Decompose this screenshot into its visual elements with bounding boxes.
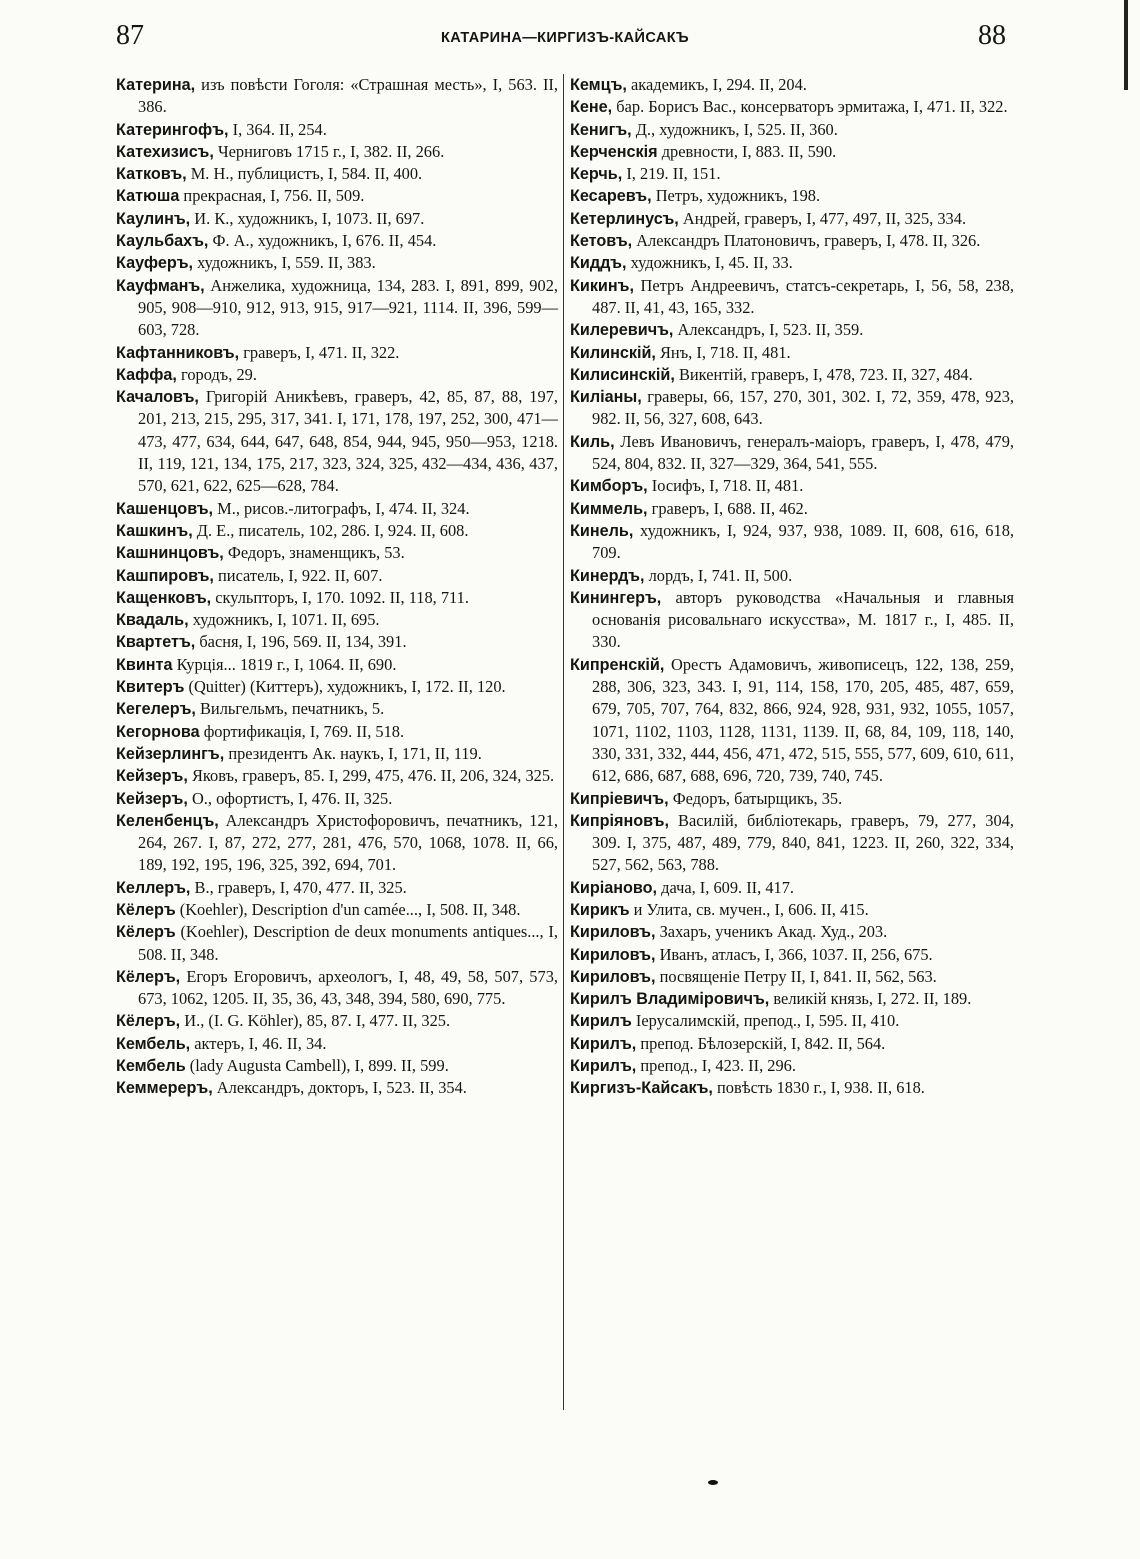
- index-entry: [570, 788, 1014, 810]
- entry-headword: Кегорнова: [116, 722, 200, 741]
- entry-headword: Кинердъ,: [570, 566, 645, 585]
- index-entry: [116, 163, 558, 185]
- index-entry: [570, 74, 1014, 96]
- entry-references: Янъ, I, 718. II, 481.: [655, 342, 791, 362]
- entry-headword: Кёлеръ,: [116, 1012, 181, 1031]
- entry-references: Андрей, граверъ, I, 477, 497, II, 325, 334.: [678, 208, 967, 228]
- entry-references: и Улита, св. мучен., I, 606. II, 415.: [629, 899, 869, 919]
- index-entry: [116, 810, 558, 877]
- entry-headword: Керченскія: [570, 142, 658, 161]
- entry-headword: Кинель,: [570, 521, 634, 540]
- index-entry: [570, 520, 1014, 565]
- entry-headword: Квинта: [116, 655, 173, 674]
- index-entry: [570, 1055, 1014, 1077]
- entry-headword: Кембель: [116, 1057, 186, 1076]
- entry-headword: Каульбахъ,: [116, 232, 209, 251]
- entry-references: Василій, библіотекарь, граверъ, 79, 277, 304, 309. I, 375, 487, 489, 779, 840, 841, 1223. II, 260, 322, 334, 527, 562, 563, 788.: [592, 810, 1014, 875]
- index-entry: [116, 386, 558, 497]
- entry-headword: Кирилъ,: [570, 1057, 637, 1076]
- print-mark: [708, 1480, 718, 1485]
- index-entry: [116, 230, 558, 252]
- entry-references: Вильгельмъ, печатникъ, 5.: [195, 699, 385, 719]
- entry-headword: Керчь,: [570, 165, 623, 184]
- entry-headword: Килинскій,: [570, 343, 656, 362]
- index-entry: [116, 565, 558, 587]
- index-entry: [116, 342, 558, 364]
- entry-references: Курція... 1819 г., I, 1064. II, 690.: [172, 654, 397, 674]
- index-entry: [570, 877, 1014, 899]
- entry-references: Д. Е., писатель, 102, 286. I, 924. II, 608.: [192, 520, 469, 540]
- entry-headword: Кашенцовъ,: [116, 499, 214, 518]
- index-entry: [570, 565, 1014, 587]
- entry-headword: Кейзерлингъ,: [116, 744, 225, 763]
- index-entry: [570, 1010, 1014, 1032]
- entry-references: прекрасная, I, 756. II, 509.: [179, 186, 365, 206]
- entry-headword: Каулинъ,: [116, 209, 191, 228]
- index-entry: [116, 631, 558, 653]
- entry-references: городъ, 29.: [176, 364, 257, 384]
- entry-references: фортификація, I, 769. II, 518.: [199, 721, 405, 741]
- entry-headword: Квартетъ,: [116, 633, 196, 652]
- entry-headword: Кирилъ: [570, 1012, 632, 1031]
- index-entry: [570, 386, 1014, 431]
- index-entry: [570, 475, 1014, 497]
- index-entry: [116, 698, 558, 720]
- entry-headword: Кеммереръ,: [116, 1079, 213, 1098]
- entry-headword: Квитеръ: [116, 678, 185, 697]
- entry-references: (lady Augusta Cambell), I, 899. II, 599.: [185, 1056, 449, 1076]
- index-entry: [116, 364, 558, 386]
- index-entry: [116, 1033, 558, 1055]
- index-entry: [570, 208, 1014, 230]
- index-entry: [570, 96, 1014, 118]
- index-entry: [570, 119, 1014, 141]
- entry-headword: Кемцъ,: [570, 76, 627, 94]
- index-entry: [116, 721, 558, 743]
- index-entry: [116, 587, 558, 609]
- index-entry: [570, 1077, 1014, 1099]
- entry-headword: Кипріяновъ,: [570, 811, 669, 830]
- index-entry: [116, 141, 558, 163]
- entry-references: художникъ, I, 559. II, 383.: [193, 253, 376, 273]
- entry-headword: Кирилъ,: [570, 1034, 637, 1053]
- index-entry: [570, 342, 1014, 364]
- entry-references: Петръ Андреевичъ, статсъ-секретарь, I, 56, 58, 238, 487. II, 41, 43, 165, 332.: [592, 275, 1014, 317]
- index-entry: [116, 275, 558, 342]
- entry-headword: Киммель,: [570, 499, 648, 518]
- entry-headword: Кириловъ,: [570, 923, 656, 942]
- entry-references: граверъ, I, 688. II, 462.: [647, 498, 808, 518]
- entry-headword: Кириловъ,: [570, 967, 656, 986]
- entry-references: I, 364. II, 254.: [228, 119, 327, 139]
- index-entry: [570, 1033, 1014, 1055]
- entry-references: Іосифъ, I, 718. II, 481.: [647, 476, 804, 496]
- entry-references: Григорій Аникѣевъ, граверъ, 42, 85, 87, 88, 197, 201, 213, 215, 295, 317, 341. I, 171, 178, 197, 252, 300, 471—473, 477, 634, 644, 647, 648, 854, 944, 945, 950—953, 1218. II, 119, 121, 134, 175, 217, 323, 324, 325, 432—434, 436, 437, 570, 621, 622, 625—628, 784.: [138, 387, 558, 496]
- index-entry: [116, 1077, 558, 1099]
- entry-headword: Кёлеръ,: [116, 967, 181, 986]
- running-title: КАТАРИНА—КИРГИЗЪ-КАЙСАКЪ: [440, 30, 690, 46]
- index-entry: [570, 275, 1014, 320]
- entry-references: академикъ, I, 294. II, 204.: [626, 75, 807, 94]
- entry-headword: Кетерлинусъ,: [570, 209, 679, 228]
- entry-references: художникъ, I, 45. II, 33.: [626, 253, 793, 273]
- index-entry: [570, 498, 1014, 520]
- entry-references: великій князь, I, 272. II, 189.: [769, 989, 972, 1009]
- page-number-right: 88: [978, 20, 1006, 51]
- entry-headword: Кириловъ,: [570, 945, 656, 964]
- entry-headword: Киль,: [570, 432, 615, 451]
- entry-references: М. Н., публицистъ, I, 584. II, 400.: [186, 164, 423, 184]
- entry-headword: Кикинъ,: [570, 276, 634, 295]
- entry-headword: Киріаново,: [570, 878, 658, 897]
- index-entry: [116, 921, 558, 966]
- entry-references: Черниговъ 1715 г., I, 382. II, 266.: [213, 141, 445, 161]
- entry-headword: Кашпировъ,: [116, 566, 214, 585]
- entry-headword: Келенбенцъ,: [116, 811, 219, 830]
- entry-headword: Кипріевичъ,: [570, 789, 669, 808]
- entry-references: В., граверъ, I, 470, 477. II, 325.: [190, 877, 407, 897]
- entry-references: авторъ руководства «Начальныя и главныя основанія рисовальнаго искусства», М. 1817 г., I, 485. II, 330.: [592, 587, 1014, 652]
- index-entry: [116, 542, 558, 564]
- entry-headword: Келлеръ,: [116, 878, 191, 897]
- entry-references: Іерусалимскій, препод., I, 595. II, 410.: [631, 1011, 900, 1031]
- entry-references: Александръ, I, 523. II, 359.: [673, 320, 864, 340]
- index-entry: [116, 899, 558, 921]
- entry-headword: Киргизъ-Кайсакъ,: [570, 1079, 713, 1098]
- entry-headword: Кенигъ,: [570, 120, 632, 139]
- entry-headword: Киддъ,: [570, 254, 627, 273]
- entry-headword: Кетовъ,: [570, 232, 633, 251]
- entry-references: Александръ Платоновичъ, граверъ, I, 478. II, 326.: [632, 231, 981, 251]
- entry-headword: Кене,: [570, 98, 613, 117]
- index-entry: [116, 252, 558, 274]
- entry-headword: Кауферъ,: [116, 254, 194, 273]
- entry-references: Федоръ, знаменщикъ, 53.: [223, 543, 405, 563]
- entry-headword: Катковъ,: [116, 165, 187, 184]
- index-entry: [570, 587, 1014, 654]
- entry-headword: Кирикъ: [570, 900, 630, 919]
- index-entry: [116, 765, 558, 787]
- index-entry: [116, 788, 558, 810]
- entry-references: древности, I, 883. II, 590.: [657, 141, 837, 161]
- index-column-left: [116, 74, 558, 1100]
- entry-references: президентъ Ак. наукъ, I, 171, II, 119.: [224, 743, 482, 763]
- entry-headword: Катерина,: [116, 76, 196, 94]
- entry-headword: Кесаревъ,: [570, 187, 652, 206]
- entry-headword: Киліаны,: [570, 388, 642, 407]
- entry-headword: Килисинскій,: [570, 365, 675, 384]
- index-entry: [116, 498, 558, 520]
- entry-headword: Кегелеръ,: [116, 700, 196, 719]
- index-entry: [116, 208, 558, 230]
- entry-references: Яковъ, граверъ, 85. I, 299, 475, 476. II, 206, 324, 325.: [187, 766, 555, 786]
- index-entry: [570, 966, 1014, 988]
- entry-headword: Катехизисъ,: [116, 142, 214, 161]
- index-entry: [116, 654, 558, 676]
- entry-references: Захаръ, ученикъ Акад. Худ., 203.: [655, 922, 888, 942]
- entry-references: художникъ, I, 924, 937, 938, 1089. II, 608, 616, 618, 709.: [592, 520, 1014, 563]
- entry-references: граверъ, I, 471. II, 322.: [239, 342, 400, 362]
- index-entry: [116, 1055, 558, 1077]
- entry-headword: Килеревичъ,: [570, 321, 674, 340]
- entry-headword: Кейзеръ,: [116, 767, 188, 786]
- entry-references: писатель, I, 922. II, 607.: [213, 565, 383, 585]
- index-entry: [116, 966, 558, 1011]
- entry-references: Анжелика, художница, 134, 283. I, 891, 899, 902, 905, 908—910, 912, 913, 915, 917—921, 1114. II, 396, 599—603, 728.: [138, 275, 558, 340]
- page-header: [0, 0, 1140, 70]
- index-column-right: [570, 74, 1014, 1100]
- entry-headword: Катерингофъ,: [116, 120, 229, 139]
- entry-references: Викентій, граверъ, I, 478, 723. II, 327, 484.: [674, 364, 973, 384]
- entry-references: (Quitter) (Киттеръ), художникъ, I, 172. II, 120.: [184, 677, 506, 697]
- entry-headword: Каффа,: [116, 365, 177, 384]
- entry-references: Егоръ Егоровичъ, археологъ, I, 48, 49, 58, 507, 573, 673, 1062, 1205. II, 35, 36, 43, 348, 394, 580, 690, 775.: [138, 966, 558, 1009]
- entry-headword: Кимборъ,: [570, 477, 648, 496]
- index-entry: [570, 921, 1014, 943]
- entry-references: дача, I, 609. II, 417.: [657, 877, 795, 897]
- entry-references: О., офортистъ, I, 476. II, 325.: [187, 788, 393, 808]
- entry-references: препод., I, 423. II, 296.: [636, 1056, 796, 1076]
- entry-headword: Кембель,: [116, 1034, 191, 1053]
- index-entry: [570, 810, 1014, 877]
- index-entry: [116, 1010, 558, 1032]
- entry-headword: Кауфманъ,: [116, 276, 205, 295]
- entry-references: Александръ, докторъ, I, 523. II, 354.: [212, 1078, 467, 1098]
- entry-references: Александръ Христофоровичъ, печатникъ, 121, 264, 267. I, 87, 272, 277, 281, 476, 570, 1068, 1078. II, 66, 189, 192, 195, 196, 325, 392, 694, 701.: [138, 810, 558, 875]
- entry-references: бар. Борисъ Вас., консерваторъ эрмитажа, I, 471. II, 322.: [612, 97, 1008, 117]
- entry-references: Петръ, художникъ, 198.: [651, 186, 821, 206]
- index-entry: [570, 163, 1014, 185]
- entry-headword: Кинингеръ,: [570, 588, 662, 607]
- entry-references: посвященіе Петру II, I, 841. II, 562, 563.: [655, 966, 937, 986]
- index-entry: [570, 252, 1014, 274]
- entry-headword: Катюша: [116, 187, 180, 206]
- entry-references: И. К., художникъ, I, 1073. II, 697.: [190, 208, 425, 228]
- entry-references: художникъ, I, 1071. II, 695.: [188, 610, 380, 630]
- entry-references: Ф. А., художникъ, I, 676. II, 454.: [208, 231, 437, 251]
- entry-headword: Кипренскій,: [570, 655, 665, 674]
- index-entry: [116, 743, 558, 765]
- index-entry: [570, 654, 1014, 788]
- entry-headword: Кафтанниковъ,: [116, 343, 240, 362]
- index-entry: [570, 141, 1014, 163]
- entry-references: препод. Бѣлозерскій, I, 842. II, 564.: [636, 1033, 886, 1053]
- entry-references: повѣсть 1830 г., I, 938. II, 618.: [712, 1078, 925, 1098]
- index-entry: [116, 609, 558, 631]
- entry-references: Федоръ, батырщикъ, 35.: [668, 788, 843, 808]
- entry-references: Орестъ Адамовичъ, живописецъ, 122, 138, 259, 288, 306, 323, 343. I, 91, 114, 158, 170, 205, 485, 487, 659, 679, 705, 707, 764, 832, 866, 924, 928, 931, 932, 1055, 1057, 1071, 1102, 1103, 1128, 1131, 1139. II, 68, 84, 109, 118, 140, 330, 331, 332, 444, 456, 471, 472, 515, 555, 577, 609, 610, 611, 612, 686, 687, 688, 696, 720, 739, 740, 745.: [592, 654, 1014, 786]
- entry-headword: Кащенковъ,: [116, 588, 212, 607]
- entry-headword: Кейзеръ,: [116, 789, 188, 808]
- index-entry: [570, 230, 1014, 252]
- index-entry: [116, 877, 558, 899]
- entry-headword: Кашнинцовъ,: [116, 544, 224, 563]
- page-number-left: 87: [116, 20, 144, 51]
- index-entry: [570, 431, 1014, 476]
- index-entry: [570, 944, 1014, 966]
- index-entry: [116, 185, 558, 207]
- entry-references: И., (I. G. Köhler), 85, 87. I, 477. II, 325.: [180, 1011, 451, 1031]
- entry-headword: Кашкинъ,: [116, 521, 193, 540]
- index-entry: [116, 74, 558, 119]
- entry-references: басня, I, 196, 569. II, 134, 391.: [195, 632, 407, 652]
- entry-references: (Koehler), Description d'un camée..., I, 508. II, 348.: [175, 899, 521, 919]
- index-entry: [570, 185, 1014, 207]
- index-entry: [570, 899, 1014, 921]
- index-entry: [116, 119, 558, 141]
- entry-headword: Качаловъ,: [116, 388, 199, 407]
- entry-references: граверы, 66, 157, 270, 301, 302. I, 72, 359, 478, 923, 982. II, 56, 327, 608, 643.: [592, 387, 1014, 429]
- entry-references: (Koehler), Description de deux monuments antiques..., I, 508. II, 348.: [138, 922, 558, 964]
- column-divider: [563, 74, 564, 1410]
- index-entry: [116, 676, 558, 698]
- entry-references: скульпторъ, I, 170. 1092. II, 118, 711.: [211, 587, 469, 607]
- entry-headword: Кирилъ Владиміровичъ,: [570, 990, 770, 1009]
- index-entry: [570, 364, 1014, 386]
- index-entry: [116, 520, 558, 542]
- index-entry: [570, 319, 1014, 341]
- entry-references: Иванъ, атласъ, I, 366, 1037. II, 256, 675.: [655, 944, 933, 964]
- entry-headword: Кёлеръ: [116, 900, 176, 919]
- entry-headword: Квадаль,: [116, 611, 189, 630]
- entry-references: изъ повѣсти Гоголя: «Страшная месть», I, 563. II, 386.: [138, 75, 558, 117]
- index-entry: [570, 988, 1014, 1010]
- entry-references: лордъ, I, 741. II, 500.: [644, 565, 793, 585]
- entry-references: I, 219. II, 151.: [622, 164, 721, 184]
- entry-references: М., рисов.-литографъ, I, 474. II, 324.: [213, 498, 470, 518]
- entry-references: актеръ, I, 46. II, 34.: [190, 1033, 327, 1053]
- binding-edge: [1124, 0, 1128, 90]
- entry-references: Левъ Ивановичъ, генералъ-маіоръ, граверъ, I, 478, 479, 524, 804, 832. II, 327—329, 364, 541, 555.: [592, 431, 1014, 474]
- entry-references: Д., художникъ, I, 525. II, 360.: [631, 119, 838, 139]
- entry-headword: Кёлеръ: [116, 923, 176, 942]
